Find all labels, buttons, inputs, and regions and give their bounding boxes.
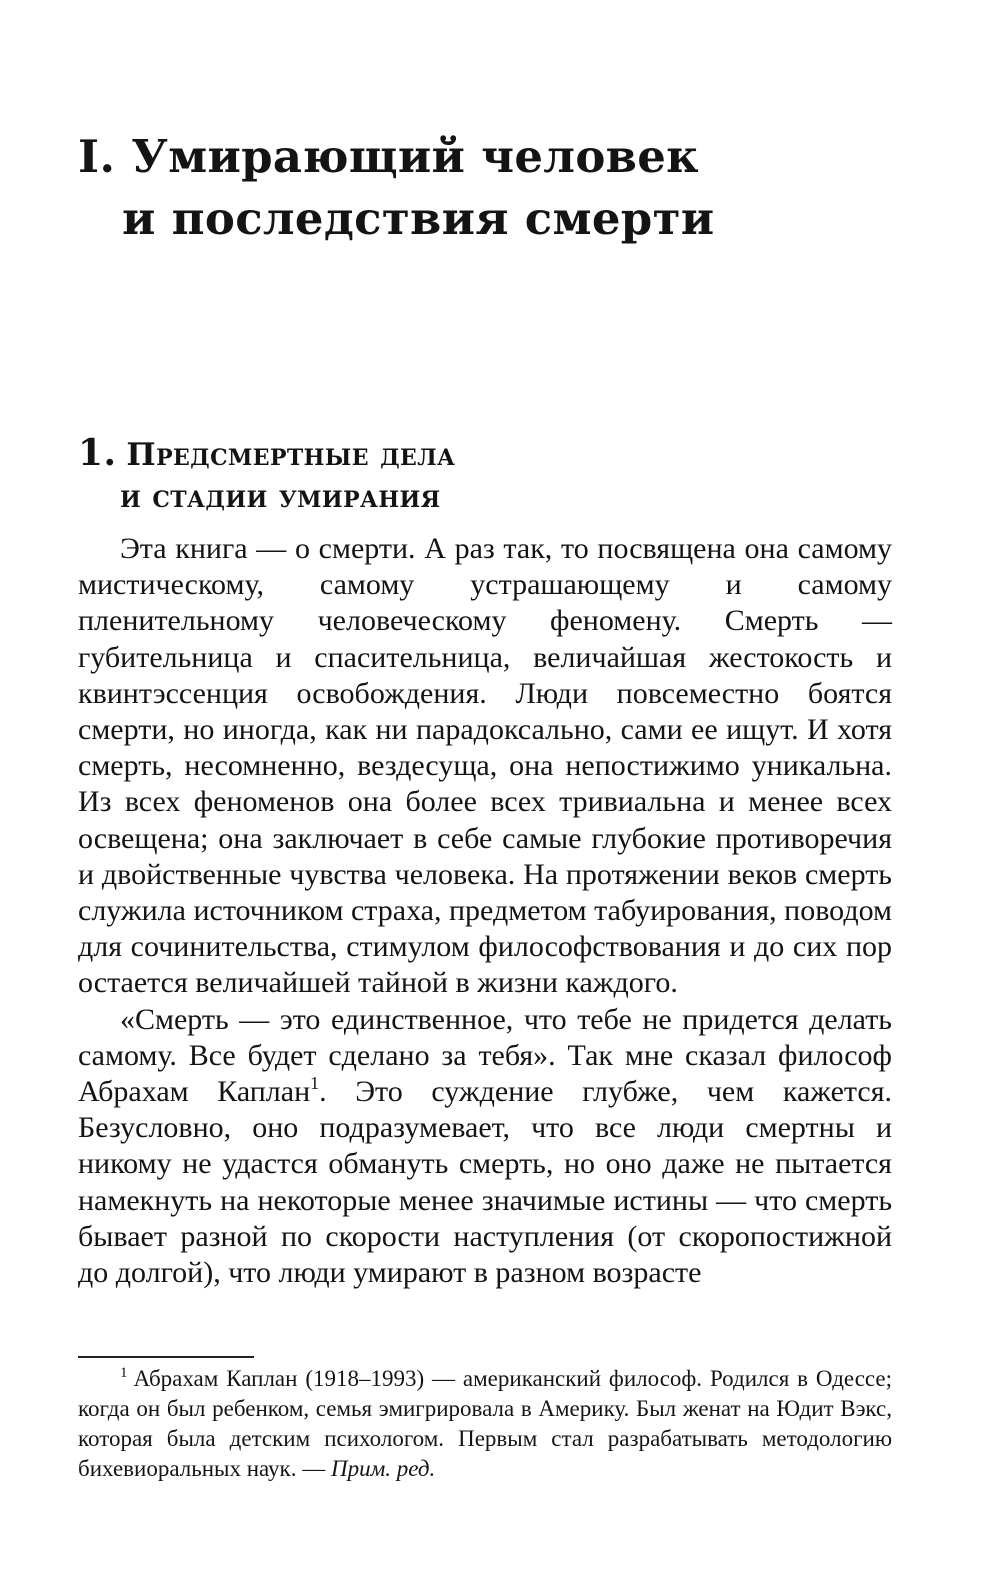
part-title-line-2: и последствия смерти <box>122 192 715 245</box>
paragraph-2-text-start: «Смерть — это единственное, что тебе не придется делать самому. Все будет сделано за тебя». Так мне сказал философ Абрахам Каплан <box>78 1002 892 1109</box>
footnote-divider <box>78 1356 254 1358</box>
section-title-line-1: Предсмертные дела <box>126 437 456 473</box>
editor-note-label: Прим. ред. <box>330 1456 436 1481</box>
footnote <box>78 1364 892 1484</box>
body-text <box>78 531 892 1291</box>
section-title-line-2: и стадии умирания <box>120 479 441 515</box>
part-title-line-1: I. Умирающий человек <box>78 130 699 183</box>
section-number: 1. <box>78 432 117 474</box>
footnote-text: Абрахам Каплан (1918–1993) — американский философ. Родился в Одессе; когда он был ребенком, семья эмигрировала в Америку. Был женат на Юдит Вэкс, которая была детским психологом. Первым стал разрабатывать методологию бихевиоральных наук. — <box>78 1366 892 1481</box>
footnote-reference: 1 <box>310 1073 320 1094</box>
paragraph-1: Эта книга — о смерти. А раз так, то посвящена она самому мистическому, самому устрашающему и самому пленительному человеческому феномену. Смерть — губительница и спасительница, величайшая жестокость и квинтэссенция освобождения. Люди повсеместно боятся смерти, но иногда, как ни парадоксально, сами ее ищут. И хотя смерть, несомненно, вездесуща, она непостижимо уникальна. Из всех феноменов она более всех тривиальна и менее всех освещена; она заключает в себе самые глубокие противоречия и двойственные чувства человека. На протяжении веков смерть служила источником страха, предметом табуирования, поводом для сочинительства, стимулом философствования и до сих пор остается величайшей тайной в жизни каждого. <box>78 532 892 1000</box>
footnote-mark: 1 <box>120 1365 128 1381</box>
paragraph-2-text-end: . Это суждение глубже, чем кажется. Безусловно, оно подразумевает, что все люди смертны и никому не удастся обмануть смерть, но оно даже не пытается намекнуть на некоторые менее значимые истины — что смерть бывает разной по скорости наступления (от скоропостижной до долгой), что люди умирают в разном возрасте <box>78 1075 892 1290</box>
part-title <box>78 126 938 250</box>
paragraph-2 <box>78 1002 892 1292</box>
section-title <box>78 432 938 518</box>
